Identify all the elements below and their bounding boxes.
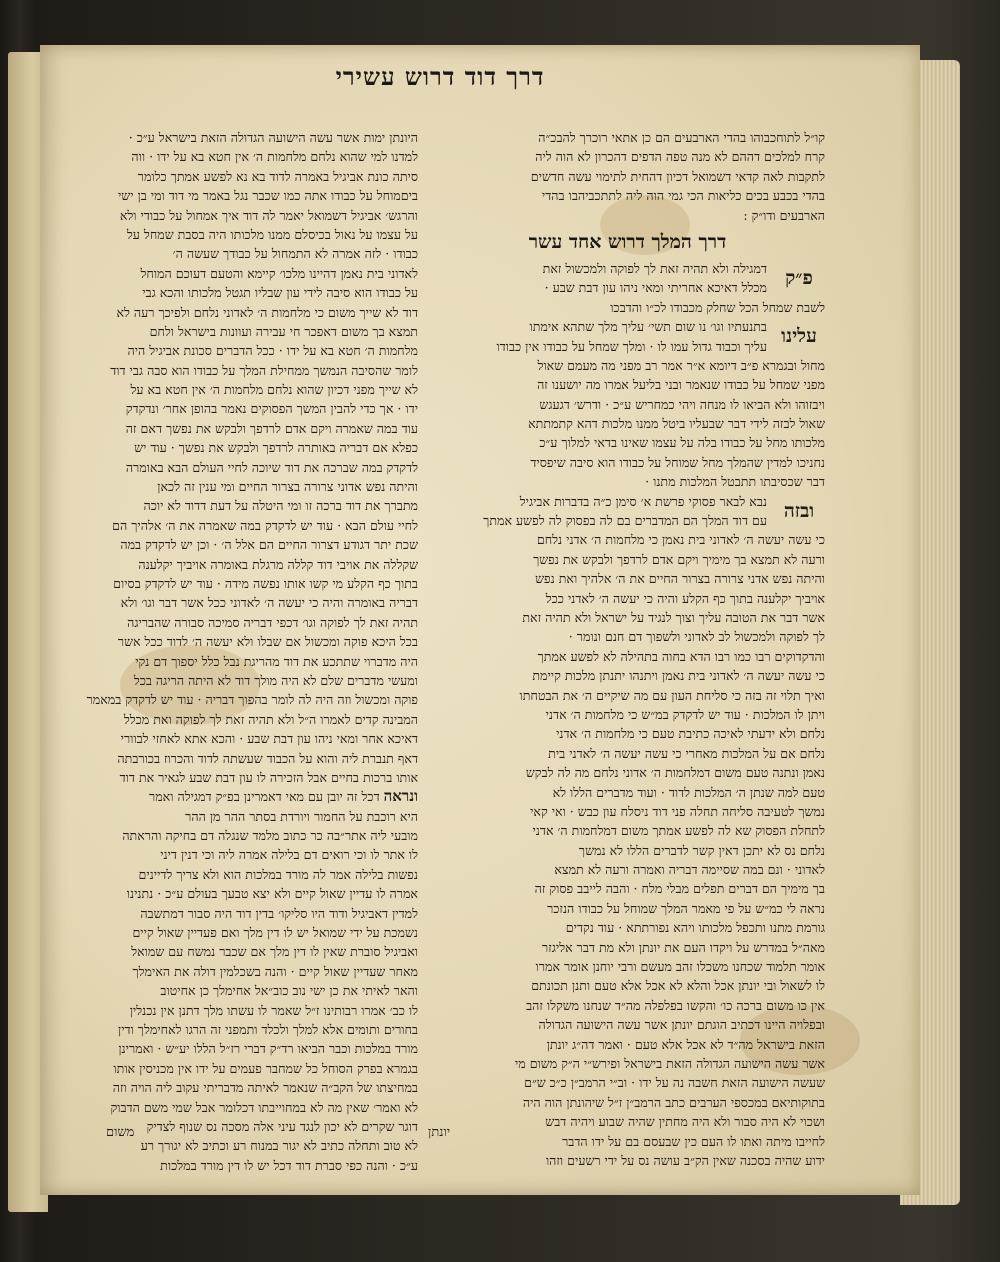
text-line: והאר לאיתי את כן ישי נוב כוב״אל אחימלך כן אחיטוב — [160, 983, 418, 999]
text-line: מורד במלכות וכבר הביאו רד״ק דברי רז״ל הללו יע״ש · ואמרינן — [118, 1041, 418, 1057]
text-line: למדנו למי שהוא נלחם מלחמות ה׳ אין חטא בא על ידו · ווה — [131, 149, 418, 165]
text-line: לו לשאול ובי יונתן אכל והלא לא אכל אלא טעם ותנן תכונתם — [531, 978, 825, 994]
text-line: מובעי ליה אתר״בה כר כתוב מלמד שנגלה דם בחיקה והראתה — [122, 828, 418, 844]
text-line: עוד במה שאמרה ויקם אדם לרדפך ולבקש את נפשך דאם זה — [125, 420, 418, 436]
text-line: פוקה ומכשול וזה היה לה לומר בהפוך דבריה · עוד יש לדקדק במאמר — [86, 692, 418, 708]
text-line: דוגר שקרים לא יכון לנגד עיני אלה מסכה נס שנוף לצדיק — [146, 1118, 418, 1134]
catchword-left: משום — [106, 1125, 135, 1140]
text-line: דוד לא שייך משום כי מלחמות ה׳ לאדוני נלחם ולפיכך רעה לא — [116, 304, 418, 320]
text-line: ע״כ · והנה כפי סברת דוד דכל יש לו דין מורד במלכות — [160, 1157, 418, 1173]
text-line: תמצא בך משום דאפכר חי עבירה ועוונות בישראל ולחם — [149, 323, 418, 339]
text-line: לא ואמר׳ שאין מה לא במחוייבתו דכלומר אבל שמי משם הדבוק — [110, 1099, 418, 1115]
catchword-right: יונתן — [428, 1125, 451, 1140]
text-line: דאף תנברת ליה והוא על הכבוד שעשתה לדוד והכרוז בכורבתה — [117, 750, 418, 766]
text-line: על עצמו על נאול בכיסלם ממנו מלכותו היה בסבת שמחל על — [126, 226, 418, 242]
text-line: היא רוכבת על החמור ויורדת בסתר ההר מן ההר — [185, 808, 418, 824]
text-line: בהדי בכבע בכים כליאות הכי גמי הוה ליה לתתכביהבו בהדי — [541, 188, 825, 204]
text-line: בחורים ותומים אלא למלך ולכלד ותמפני זה הרגו לאחימלך ודין — [118, 1021, 418, 1037]
text-line: נמשך לטעיבה סליחה תחלה פני דוד ניסלח עון כבש · ואי קאי — [530, 803, 825, 819]
text-line: טעם למה שנתן ה׳ המלכות לדוד · ועוד מדברים הללו לא — [552, 784, 825, 800]
text-line: למדין דאביגיל ודוד היו סליקו׳ בדין דוד היה סבור דמתשבה — [140, 905, 418, 921]
text-line: דבר שכסיבתו תתבטל המלכות מתנו · — [645, 474, 825, 490]
text-line: כי עשה יעשה ה׳ לאדוני בית נאמן כי מלחמות ה׳ אדני נלחם — [536, 532, 825, 548]
text-line: קרח למלכים דההם לא מנה טפה הדפים דהכרון לא הוה ליה — [535, 149, 825, 165]
left-text-column — [58, 128, 418, 1175]
text-line: שכת יתר דגודע דצרור החיים הם אלל ה׳ · וכן יש לדקדק במה — [120, 537, 418, 553]
section-marker-word: פ״ק — [785, 266, 813, 289]
text-line: גורמת מתנו ותכפל מלכותו ויהא נפורתתא · עוד נקדים — [565, 920, 825, 936]
text-line: סיתה כונת אביגיל באמרה לדוד בא נא לפשע אמתך כלומר — [137, 168, 418, 184]
text-line: לשבת שמחל הכל שחלק מכבודו לכ״ו והדבכו — [610, 299, 825, 315]
text-line — [58, 787, 418, 806]
text-line: לאדוני בית נאמן דהיינו מלכו׳ קיימא והטעם דעוכם המוחל — [140, 265, 418, 281]
text-line: נראה לי כמ״ש על פי מאמר המלך שמוחל על כבודו הנזכר — [547, 900, 825, 916]
text-line: לתקבות לאה קדאי דשמואל דכיון דהחית לתימוי עשה חדשים — [530, 168, 825, 184]
text-line: אשר עשה הישועה הגדולה הזאת בישראל ופירש״י ה״ק משום מי — [514, 1055, 825, 1071]
text-line: דאיכא אחר ומאי ניהו עון דבת שבע · והכא אתא לאחזי לבוורי — [120, 731, 418, 747]
text-line: אותו ברכות בחיים אבל הזכירה לו עון דבת שבע לגאיר את דוד — [119, 769, 418, 785]
text-line: היונתן ימות אשר עשה הישועה הגדולה הזאת בישראל ע״כ · — [128, 130, 418, 145]
text-line: ואיך תלוי זה בזה כי סליחת העון עם מה שיקיים ה׳ את הבטחתו — [519, 687, 825, 703]
text-line: נבא לבאר פסוקי פרשת א׳ סימן כ״ה בדברות אביגיל — [519, 493, 767, 509]
text-line: הזאת בישראל מה״ד לא אכל אלא טעם · ואמר דה״ג יונתן — [546, 1036, 825, 1052]
text-line: דבריה באומרה והיה כי יעשה ה׳ לאדוני ככל אשר דבר וגו׳ ולא — [120, 595, 418, 611]
paragraph-opening-word: ונראה — [383, 787, 418, 806]
text-line: בכל היכא פוקה ומכשול אם שבלו ולא יעשה ה׳ לדוד ככל אשר — [117, 634, 418, 650]
text-line: לא טוב ותחלה כתיב לא יגור במנוח רע וכתיב לא יגורך רע — [140, 1138, 418, 1154]
text-line: עם דוד המלך הם המדברים בם לה בפסוק לה לפשע אמתך — [483, 513, 767, 529]
text-line: ואביגיל סוברת שאין לו דין מלך אם שכבר נמשח עם שמואל — [131, 944, 418, 960]
text-line: נשמכת על ידי שמואל יש לו דין מלך ואם פעדיין שאול קיים — [132, 925, 418, 941]
text-line: מפני שמחל על כבודו שנאמר ובני בליעל אמרו מה יושענו זה — [537, 377, 825, 393]
text-line: נאמן ונתנה טעם משום דמלחמות ה׳ אדוני נלחם מה לה לבקש — [525, 765, 825, 781]
text-line: אומר תלמוד שכחנו משכלו זהב מעשם ורבי יוחנן אומר אמרו — [535, 959, 825, 975]
text-line: לו אתר לו וכי רואים דם בלילה אמרה ליה וכי דנין דיני — [160, 847, 418, 863]
text-line: מלכותו מחל על כבודו בלה על עצמו שאינו בדאי למלוך ע״כ — [539, 435, 825, 451]
text-line: נחניכו למדין שהמלך מחל שמוחל על כבודו הוא סיבה שיפסיד — [530, 454, 825, 470]
text-line: והרגש׳ אביגיל דשמואל יאמר לה דוד איך אמחול על כבודי ולא — [119, 207, 418, 223]
text-line: ורעה לא תמצא בך מימיך ויקם אדם לרדפך ולבקש את נפשך — [533, 551, 825, 567]
text-line: בתוך כף הקלע מי קשו אותו נפשה מידה · עוד יש לדקדק בסיום — [113, 575, 418, 591]
text-fragment: דכל זה יובן עם מאי דאמרינן בפ״ק דמגילה ואמר — [149, 789, 380, 805]
text-line: כבודו · לזה אמרה לא התמחול על כבודך שעשה ה׳ — [172, 246, 418, 262]
text-line: לאדוני · ונם במה שסיימה דבריה ואמרה ורעה לא תמצא — [554, 862, 825, 878]
text-line: תהיה זאת לך לפוקה וגו׳ דכפי דבריה סמיכה סבורה שהבריגה — [127, 614, 418, 630]
text-line: קו״ל לתוחכבוהו בהדי הארבעים הם כן אתאי רוכרך להבכ״ה — [538, 130, 825, 145]
text-line: לא שייך מפני דכיון שהוא נלחם מלחמות ה׳ אין חטא בא על — [130, 382, 418, 398]
text-line: נלחם ולא ידעתי לאיכה כתיבת טעם כי מלחמות ה׳ אדני — [556, 726, 825, 742]
text-line: ומעשי מדברים שלם לא היה מולך דוד לא היתה הריגה בכל — [133, 672, 418, 688]
text-line: מתברך את דוד ברכה זו ומי היטלה על דעת דדוד לא יוכה — [143, 498, 418, 514]
text-line: אמרה לו עדיין שאול קיים ולא יצא טבעך בעולם ע״כ · נתנינו — [126, 886, 418, 902]
text-line: דמגילה ולא תהיה זאת לך לפוקה ולמכשול זאת — [542, 260, 767, 276]
text-line: בגמרא בפרק הסוחל כל שמחבר פעמים על ידו אין מכניסין אותו — [113, 1060, 418, 1076]
text-line: ידו · אך כדי להבין המשך הפסוקים נאמר בהופן אחר׳ ונדקדק — [125, 401, 418, 417]
text-line: שאול לבזה לידי דבר שבעליו ביטל ממנו מלכות דהא קתמתתא — [528, 416, 825, 432]
text-line: אויביך יקלענה בתוך כף הקלע והיה כי יעשה ה׳ לאדני ככל — [545, 590, 825, 606]
text-line: שעשה הישועה הזאת חשבה נה על ידו · וב״י הרמב״ן כ״כ ש״ם — [524, 1075, 825, 1091]
text-line: כי עשה יעשה ה׳ לאדוני בית נאמן ויתנהו יתנתן מלכות קיימת — [532, 668, 825, 684]
text-line: לתחלת הפסוק שא לה לפשע אמתך משום דמלחמות ה׳ אדני — [532, 823, 825, 839]
text-line: ובפלויה היינו דכתיב הוגתם יונתן אשר עשה הישועה הגדולה — [538, 1017, 825, 1033]
text-line: שקללה את אויבי דוד קללה מרגלת באומרה אויביך יקלענה — [138, 556, 418, 572]
text-line: נלחם אם על המלכות מאחרי כי עשה יעשה ה׳ לאדני בית — [548, 745, 825, 761]
text-line: נלחם נס לא יתכן דאין קשר לדברים הללו לא נמשך — [578, 842, 825, 858]
page-running-title: דרך דוד דרוש עשירי — [335, 62, 545, 91]
text-line: והיתה נפש אדני צרורה בצרור החיים את ה׳ אלהיך ואת נפש — [535, 571, 825, 587]
text-line: בתוקותיאם במכספי הערבים כתב הרמב״ן ז״ל שיהונתן הוה היה — [522, 1094, 825, 1110]
text-line: בתנעתיו וגו׳ נו שום תשי׳ עליך מלך שתהא אימתו — [529, 319, 767, 335]
section-marker-word: ובזה — [783, 499, 815, 522]
text-line: נפשות בלילה אמר לה מורד במלכות הוא ולא צריך לדיינים — [138, 866, 418, 882]
text-line: היה מדברוי שתתכע את דוד מהריגת נבל כלל יספוך דם נקי — [135, 653, 418, 669]
text-line: מלחמות ה׳ חטא בא על ידו · ככל הדברים סכונת אביגיל היה — [127, 343, 418, 359]
text-line: בך מימיך הם דברים תפלים מבלי מלח · והבה לייבב פסוק זה — [534, 881, 825, 897]
text-line: לו כב׳ אמרו רבותינו ז״ל שאמר לו עשתו מלך דתנן אין נכנלין — [129, 1002, 418, 1018]
text-line: מחול ובגמרא פ״ב דיומא א״ר אמר רב מפני מה מעמם שאול — [537, 357, 825, 373]
section-marker-word: עלינו — [781, 325, 817, 348]
text-line: לחיי עולם הבא · עוד יש לדקדק במה שאמרה את ה׳ אלהיך הם — [112, 517, 418, 533]
text-line: ויבזוהו ולא הביאו לו מנחה ויהי כמחריש ע״כ · ודרש׳ דגעגש — [539, 396, 825, 412]
text-line: מאה״ל במדרש על ויקדו העם את יונתן ולא מת דבר אליגזר — [542, 939, 825, 955]
right-text-column — [430, 128, 825, 1170]
text-line: לדקדק במה שברכה את דוד שיוכה לחיי העולם הבא באומרה — [125, 459, 418, 475]
text-line: ביםמוחל על כבודו אתה כמו שכבר נגל באמר מי דוד ומי בן ישי — [117, 188, 418, 204]
text-line: והיתה נפש אדוני צרורה בצרור החיים ומי ענין זה לכאן — [157, 479, 418, 495]
text-line: על כבודו הוא סיבה לידי עון שבליו תגטל מלכותו והכא גבי — [142, 285, 418, 301]
text-line: לך לפוקה ולמכשול לב לאדוני ולשפוך דם חנם ונומר · — [568, 629, 825, 645]
text-line: לחייבו מיתה ואתו לו העם כין שבעסם בם על ידו הדבר — [562, 1133, 825, 1149]
text-line: ידוע שהיה בסכנה שאין הק״ב עושה נס על ידי רשעים וזהו — [545, 1152, 825, 1168]
text-line: אין כו משום ברכה כו׳ והקשו בפלפלה מה״ד שנחנו משקלו זהב — [526, 997, 825, 1013]
text-line: ושכוי לא היה סבור ולא היה מחתין שהיה שבוע ויהיה דבש — [545, 1114, 825, 1130]
text-line: במחיצתו של הקב״ה שנאמר לאיתה מדבריתי עקוב ליה הויה וזה — [112, 1080, 418, 1096]
text-line: ויתן לו המלכות · עוד יש לדקדק במ״ש כי מלחמות ה׳ אדני — [545, 706, 825, 722]
text-line: והדקדוקים רבו כמו רבו הדא בחוה בתהילה לא לפשע אמתך — [537, 648, 825, 664]
text-line: עליך וכבוד גדול עמו לו · ומלך שמחל על כבודו אין כבודו — [496, 338, 767, 354]
text-line: לומר שהסיבה הנמשך ממחילת המלך על כבודו הוא סבה גבי דוד — [110, 362, 418, 378]
text-line: הארבעים ודו״ק : — [743, 207, 825, 223]
section-heading: דרך המלך דרוש אחד עשר — [528, 230, 727, 253]
text-line: המבינה קדים לאמרו ה״ל ולא תהיה זאת לך לפוקה ואת מכלל — [123, 711, 418, 727]
text-line: מאחר שעדיין שאול קיים · והנה בשכלמין דולה את האימלך — [132, 963, 418, 979]
text-line: כפלא אם דבריה באותרה לרדפך ולבקש את נפשך · עוד יש — [134, 440, 418, 456]
text-line: אשר דבר את הטובה עליך וצוך לנגיד על ישראל ולא תהיה זאת — [522, 609, 825, 625]
text-line: מכלל דאיכא אחריתי ומאי ניהו עון דבת שבע · — [544, 280, 767, 296]
